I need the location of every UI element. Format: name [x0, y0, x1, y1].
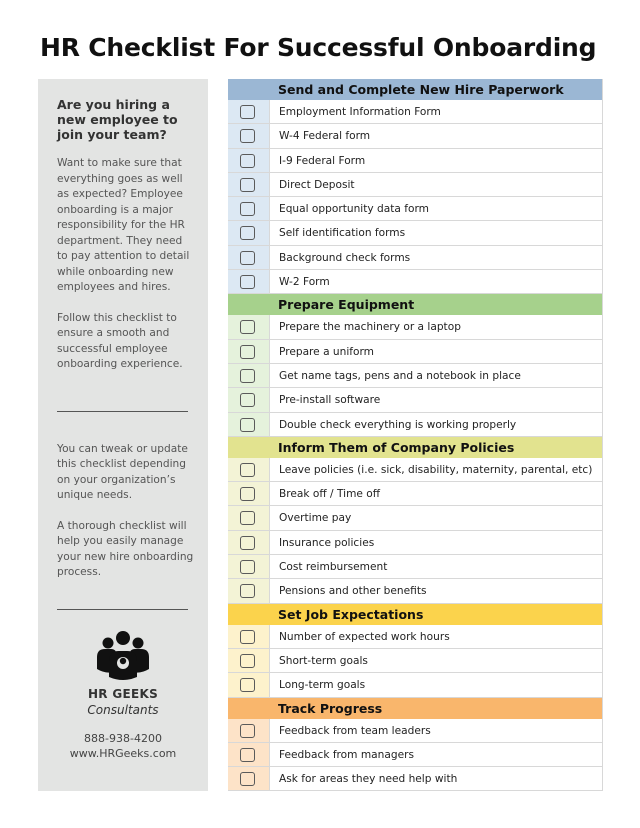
checklist-item [228, 173, 603, 197]
checkbox[interactable] [240, 418, 255, 432]
checkbox[interactable] [240, 369, 255, 383]
section-title: Prepare Equipment [278, 297, 415, 313]
checklist-item-label: Employment Information Form [269, 100, 603, 123]
people-group-icon [95, 631, 151, 681]
checklist-item [228, 221, 603, 245]
checkbox[interactable] [240, 748, 255, 762]
checklist-item [228, 555, 603, 579]
checklist-item [228, 340, 603, 364]
checkbox-cell [228, 270, 269, 293]
checklist-item-label: Get name tags, pens and a notebook in place [269, 364, 603, 387]
checkbox-cell [228, 221, 269, 244]
checklist-item-label: Feedback from managers [269, 743, 603, 766]
checklist-item [228, 124, 603, 148]
checkbox[interactable] [240, 129, 255, 143]
checklist-item-label: Insurance policies [269, 531, 603, 554]
checkbox[interactable] [240, 630, 255, 644]
checkbox[interactable] [240, 560, 255, 574]
checklist-item [228, 673, 603, 697]
checkbox[interactable] [240, 511, 255, 525]
checkbox-cell [228, 340, 269, 363]
checklist-item [228, 364, 603, 388]
sidebar-question: Are you hiring a new employee to join your team? [57, 97, 178, 142]
checkbox[interactable] [240, 226, 255, 240]
section-title: Set Job Expectations [278, 606, 424, 622]
checklist-item-label: Leave policies (i.e. sick, disability, maternity, parental, etc) [269, 458, 603, 481]
checkbox-cell [228, 173, 269, 196]
section-header-strip [228, 294, 269, 315]
checkbox-cell [228, 506, 269, 529]
brand-subtitle: Consultants [87, 703, 159, 717]
checkbox[interactable] [240, 345, 255, 359]
checkbox[interactable] [240, 678, 255, 692]
section-title: Track Progress [278, 700, 383, 716]
checklist-item [228, 197, 603, 221]
checkbox[interactable] [240, 202, 255, 216]
checklist-item [228, 743, 603, 767]
checkbox[interactable] [240, 105, 255, 119]
divider [57, 411, 188, 412]
checklist-item [228, 246, 603, 270]
checklist-border [602, 79, 603, 791]
website: www.HRGeeks.com [69, 747, 177, 760]
checklist-item-label: W-4 Federal form [269, 124, 603, 147]
sidebar [38, 79, 208, 791]
sidebar-paragraph: Follow this checklist to ensure a smooth and successful employee onboarding experience. [57, 311, 183, 370]
checkbox-cell [228, 413, 269, 436]
checkbox[interactable] [240, 724, 255, 738]
checkbox-cell [228, 625, 269, 648]
checkbox-cell [228, 458, 269, 481]
checklist-item [228, 506, 603, 530]
checkbox-cell [228, 197, 269, 220]
section-header-strip [228, 698, 269, 719]
brand-name: HR GEEKS [87, 687, 159, 701]
section-header [228, 437, 603, 458]
section-header-strip [228, 437, 269, 458]
section-header [228, 698, 603, 719]
checkbox[interactable] [240, 320, 255, 334]
sidebar-paragraph: Want to make sure that everything goes as well as expected? Employee onboarding is a major responsibility for the HR department. They need to pay attention to detail while onboarding new employees and hires. [57, 157, 190, 293]
checkbox-cell [228, 555, 269, 578]
checklist-item [228, 482, 603, 506]
section-header [228, 294, 603, 315]
checkbox-cell [228, 673, 269, 696]
checklist-item [228, 649, 603, 673]
checkbox-cell [228, 246, 269, 269]
sidebar-paragraph: You can tweak or update this checklist depending on your organization’s unique needs. [57, 442, 188, 501]
checklist-item [228, 531, 603, 555]
section-title: Send and Complete New Hire Paperwork [278, 82, 564, 97]
checklist-item-label: Feedback from team leaders [269, 719, 603, 742]
checkbox-cell [228, 649, 269, 672]
section-title: Inform Them of Company Policies [278, 439, 515, 455]
checklist-item [228, 579, 603, 603]
checkbox-cell [228, 149, 269, 172]
checkbox-cell [228, 531, 269, 554]
checklist-item [228, 315, 603, 339]
checkbox-cell [228, 388, 269, 411]
checklist-item [228, 149, 603, 173]
checkbox-cell [228, 364, 269, 387]
divider [57, 609, 188, 610]
checkbox[interactable] [240, 584, 255, 598]
checklist-item-label: W-2 Form [269, 270, 603, 293]
checkbox[interactable] [240, 178, 255, 192]
checkbox-cell [228, 743, 269, 766]
checklist-item [228, 413, 603, 437]
checklist-item-label: Self identification forms [269, 221, 603, 244]
checkbox-cell [228, 124, 269, 147]
checkbox[interactable] [240, 487, 255, 501]
checkbox[interactable] [240, 654, 255, 668]
checklist-item-label: Background check forms [269, 246, 603, 269]
checklist-item [228, 767, 603, 791]
checkbox-cell [228, 579, 269, 602]
checklist-item-label: Pensions and other benefits [269, 579, 603, 602]
phone-number: 888-938-4200 [84, 732, 162, 745]
checklist-item-label: Equal opportunity data form [269, 197, 603, 220]
checkbox[interactable] [240, 251, 255, 265]
section-header-strip [228, 79, 269, 100]
checklist-item-label: Overtime pay [269, 506, 603, 529]
page-title: HR Checklist For Successful Onboarding [40, 33, 597, 62]
checklist-item-label: Pre-install software [269, 388, 603, 411]
checklist [228, 79, 603, 791]
checkbox[interactable] [240, 772, 255, 786]
checkbox-cell [228, 100, 269, 123]
checklist-item-label: Number of expected work hours [269, 625, 603, 648]
checklist-item [228, 458, 603, 482]
sidebar-paragraph: A thorough checklist will help you easily manage your new hire onboarding process. [57, 519, 194, 578]
section-header [228, 79, 603, 100]
checklist-item [228, 100, 603, 124]
checklist-item-label: Cost reimbursement [269, 555, 603, 578]
checklist-item [228, 270, 603, 294]
checklist-item-label: Prepare the machinery or a laptop [269, 315, 603, 338]
checklist-item-label: Short-term goals [269, 649, 603, 672]
checklist-item-label: Direct Deposit [269, 173, 603, 196]
checklist-item-label: Long-term goals [269, 673, 603, 696]
checkbox[interactable] [240, 154, 255, 168]
checklist-item [228, 625, 603, 649]
checkbox-cell [228, 719, 269, 742]
checklist-item-label: Break off / Time off [269, 482, 603, 505]
checklist-item-label: Ask for areas they need help with [269, 767, 603, 790]
checklist-item-label: Prepare a uniform [269, 340, 603, 363]
checklist-item [228, 388, 603, 412]
section-header-strip [228, 604, 269, 625]
checklist-item-label: Double check everything is working properly [269, 413, 603, 436]
checkbox[interactable] [240, 275, 255, 289]
company-logo [38, 631, 208, 761]
checklist-item [228, 719, 603, 743]
checkbox[interactable] [240, 463, 255, 477]
checkbox[interactable] [240, 536, 255, 550]
checkbox-cell [228, 315, 269, 338]
checkbox-cell [228, 482, 269, 505]
checkbox-cell [228, 767, 269, 790]
checkbox[interactable] [240, 393, 255, 407]
section-header [228, 604, 603, 625]
checklist-item-label: I-9 Federal Form [269, 149, 603, 172]
